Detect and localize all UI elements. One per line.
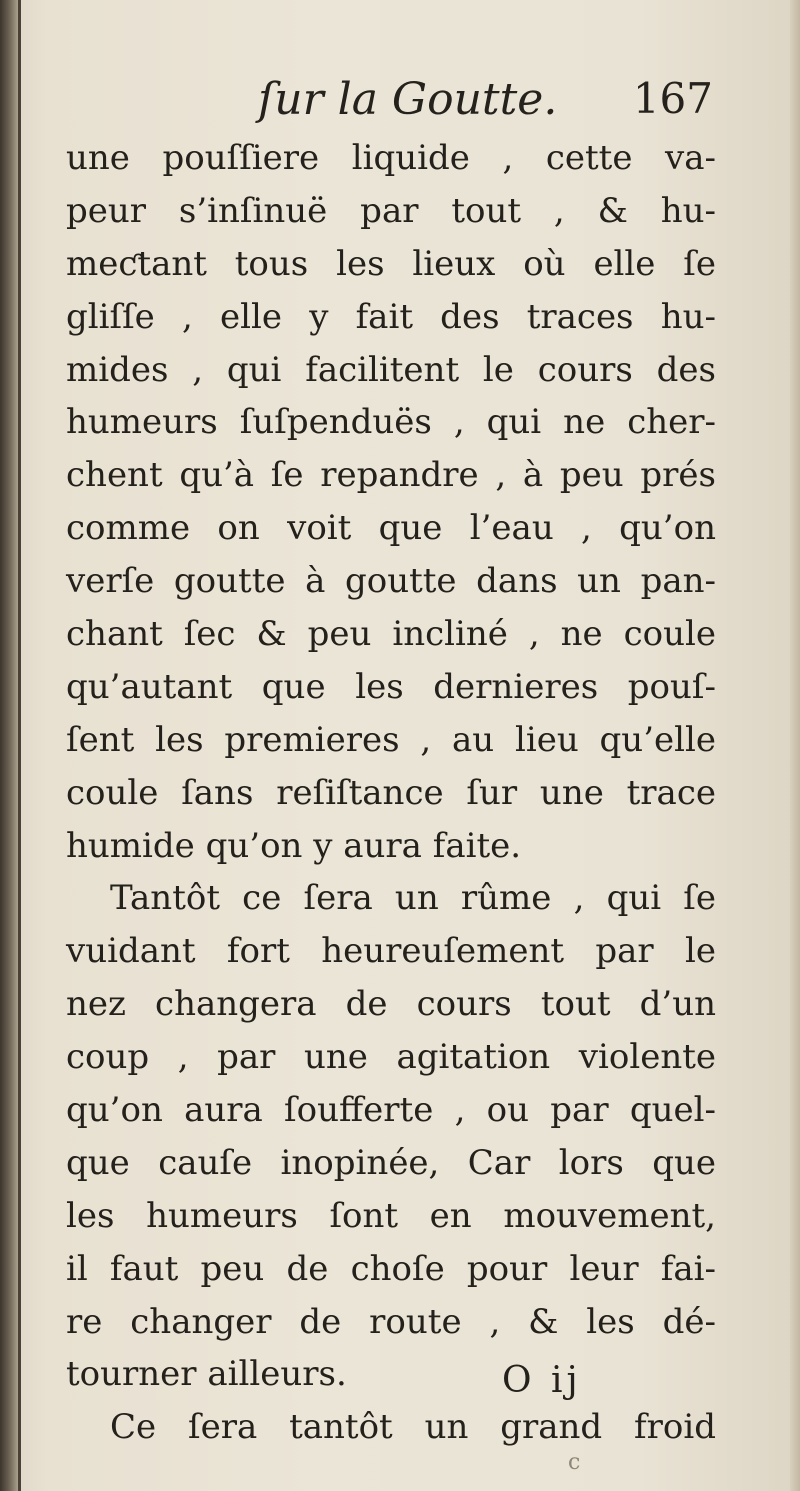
text-line: ſent les premieres , au lieu qu’elle: [66, 719, 716, 760]
text-line: Ce ſera tantôt un grand froid: [110, 1407, 716, 1448]
text-line: comme on voit que l’eau , qu’on: [66, 508, 716, 549]
text-line: peur s’inſinuë par tout , & hu-: [66, 190, 716, 231]
text-line: coup , par une agitation violente: [66, 1037, 716, 1078]
page-binding-edge: [0, 0, 20, 1491]
binding-shadow-line: [18, 0, 21, 1491]
signature-mark: O ij: [502, 1360, 582, 1401]
text-line: chent qu’à ſe repandre , à peu prés: [66, 455, 716, 496]
text-line: tourner ailleurs.: [66, 1354, 347, 1395]
running-head: ſur la Goutte.: [258, 74, 558, 125]
text-line: une pouſſiere liquide , cette va-: [66, 138, 716, 178]
text-line: verſe goutte à goutte dans un pan-: [66, 561, 716, 602]
page-number: 167: [632, 74, 713, 123]
text-line: re changer de route , & les dé-: [66, 1301, 716, 1342]
text-line: chant ſec & peu incliné , ne coule: [66, 614, 716, 655]
text-line: humide qu’on y aura faite.: [66, 825, 522, 866]
text-line: mides , qui facilitent le cours des: [66, 349, 716, 390]
text-line: que cauſe inopinée, Car lors que: [66, 1142, 716, 1183]
text-line: nez changera de cours tout d’un: [66, 984, 716, 1025]
text-line: humeurs ſuſpenduës , qui ne cher-: [66, 402, 716, 443]
text-line: Tantôt ce ſera un rûme , qui ſe: [110, 878, 716, 919]
text-line: qu’on aura ſoufferte , ou par quel-: [66, 1090, 716, 1131]
text-line: meƈtant tous les lieux où elle ſe: [66, 243, 716, 284]
text-line: qu’autant que les dernieres pouſ-: [66, 666, 716, 707]
body-text: [66, 132, 716, 1454]
text-line: coule ſans reſiſtance ſur une trace: [66, 772, 716, 813]
text-line: il faut peu de choſe pour leur fai-: [66, 1248, 716, 1289]
text-line: les humeurs ſont en mouvement,: [66, 1195, 716, 1236]
text-line: vuidant fort heureuſement par le: [66, 931, 716, 972]
margin-mark: c: [568, 1450, 581, 1475]
text-line: gliſſe , elle y fait des traces hu-: [66, 296, 716, 337]
page-right-edge: [790, 0, 800, 1491]
page-header: [258, 74, 713, 134]
